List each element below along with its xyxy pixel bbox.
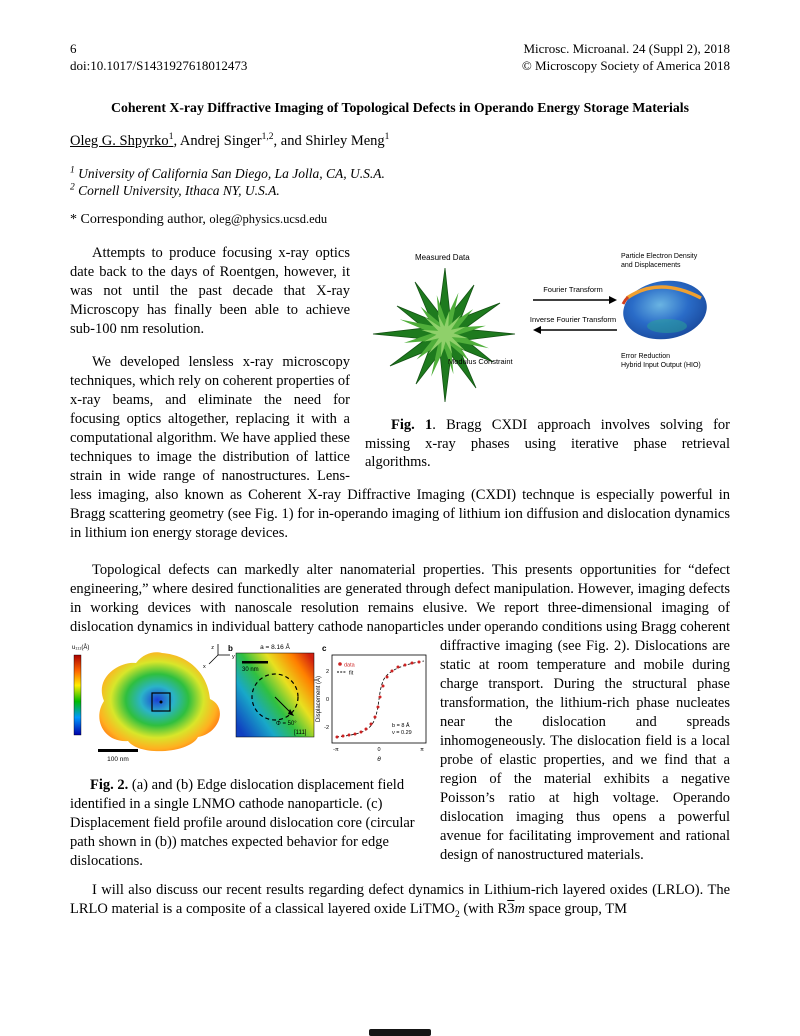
paragraph-3 bbox=[70, 561, 730, 869]
fig2-lattice-label: a = 8.16 Å bbox=[260, 644, 290, 651]
author: Andrej Singer$^{1,2}$ bbox=[179, 132, 274, 149]
fig2-colorbar bbox=[74, 655, 81, 735]
paragraph-1: Attempts to produce focusing x-ray optics date back to the days of Roentgen, however, it was not until the past decade that X-ray Microscopy has finally been able to achieve sub-100 nm resolution. bbox=[70, 245, 350, 337]
figure-2-image bbox=[70, 641, 428, 767]
fig2-ytick: 0 bbox=[325, 697, 329, 703]
journal-reference: Microsc. Microanal. 24 (Suppl 2), 2018 bbox=[523, 41, 730, 56]
author: Shirley Meng$^1$ bbox=[305, 132, 390, 149]
fig2-legend-data: data bbox=[344, 662, 355, 669]
header-right bbox=[522, 40, 730, 74]
fig1-inverse-fourier-arrow bbox=[533, 326, 617, 334]
fig2-scalebar-a bbox=[98, 749, 138, 752]
doi: doi:10.1017/S1431927618012473 bbox=[70, 58, 248, 73]
fig1-starburst bbox=[373, 268, 515, 402]
fig2-plot-ylabel: Displacement (Å) bbox=[316, 675, 322, 723]
fig2-axis-x: x bbox=[203, 664, 206, 670]
bottom-bar bbox=[369, 1029, 431, 1036]
fig1-error-label-1: Error Reduction bbox=[621, 353, 671, 360]
figure-1-caption: Fig. 1. Bragg CXDI approach involves solving for missing x-ray phases using iterative phase retrieval algorithms. bbox=[365, 417, 730, 470]
fig2-core-dot bbox=[160, 701, 163, 704]
fig2-scalebar-b bbox=[242, 661, 268, 664]
author: Oleg G. Shpyrko$^1$ bbox=[70, 132, 174, 149]
fig2-legend-fit: fit bbox=[349, 670, 354, 677]
copyright-notice: © Microscopy Society of America 2018 bbox=[521, 58, 730, 73]
page-header bbox=[70, 40, 730, 74]
fig2-scalebar-b-label: 30 nm bbox=[242, 667, 259, 673]
fig2-ytick: 2 bbox=[325, 669, 329, 675]
article-body bbox=[70, 244, 730, 919]
fig2-panel-c-label: c bbox=[322, 644, 327, 653]
fig2-phi-label: Φ = 50° bbox=[276, 721, 297, 727]
fig2-burgers-annotation: b = 8 Å bbox=[392, 723, 410, 729]
paragraph-4: I will also discuss our recent results regarding defect dynamics in Lithium-rich layered oxides (LRLO). The LRLO material is a composite of a classical layered oxide LiTMO$_2$ (with R3m space group, TM bbox=[70, 882, 730, 920]
fig2-colorbar-label: u₁₁₁(Å) bbox=[72, 645, 90, 651]
paragraph-3-part-1: Topological defects can markedly alter nanomaterial properties. This presents opportunities for “defect engineering,” where desired functionalities are generated through defect manipulation. However, imaging defects in working devices with nanoscale resolution remains elusive. We report three-dimensional imaging of dislocation dynamics in individual battery cathode nanoparticles under operando conditions bbox=[70, 562, 730, 635]
affiliation: $^1$ University of California San Diego, La Jolla, CA, U.S.A. bbox=[70, 165, 385, 181]
fig1-inverse-fourier-label: Inverse Fourier Transform bbox=[529, 315, 617, 324]
fig2-plot-xlabel: θ bbox=[377, 756, 381, 763]
fig2-panel-b-field bbox=[236, 653, 314, 737]
paragraph-3-part-2: using Bragg coherent diffractive imaging (see Fig. 2). Dislocations are static at room temperature and mobile during charge transport. During the structural phase transformation, the lithium-rich phase nucleates near the dislocation and spreads inhomogeneously. The dislocation field is a local probe of elastic properties, and we find that a region of the material exhibits a negative Poisson’s ratio at high voltage. Operando dislocation imaging thus opens a powerful avenue for facilitating improvement and rational design of nanostructured materials. bbox=[440, 619, 730, 863]
fig1-error-label-2: Hybrid Input Output (HIO) bbox=[621, 362, 701, 369]
header-left bbox=[70, 40, 247, 74]
fig1-particle-blob bbox=[619, 275, 710, 344]
paragraph-2: We developed lensless x-ray microscopy techniques, which rely on coherent properties of x-ray beams, and eliminate the need for focusing optics altogether, replacing it with a computational algorithm. We have applied these techniques to image the distribution of lattice strain in wide range of nanostructures. Lens-less imaging, also known as Coherent X-ray Diffractive Imaging (CXDI) technque is especially powerful in Bragg scattering geometry (see Fig. 1) for in-operando imaging of lithium ion diffusion and dislocation dynamics in lithium ion energy storage devices. bbox=[70, 354, 730, 541]
fig1-fourier-arrow bbox=[533, 296, 617, 304]
figure-1-image bbox=[365, 246, 730, 408]
fig2-panel-b-label: b bbox=[228, 644, 233, 653]
fig1-measured-data-label: Measured Data bbox=[415, 253, 470, 262]
fig2-legend-data-marker bbox=[338, 662, 342, 666]
authors-line: Oleg G. Shpyrko$^1$, Andrej Singer$^{1,2}$, and Shirley Meng$^1$ bbox=[70, 132, 390, 149]
fig2-axis-y: y bbox=[232, 654, 235, 660]
fig1-particle-label-1: Particle Electron Density bbox=[621, 253, 698, 260]
fig1-fourier-label: Fourier Transform bbox=[543, 285, 603, 294]
fig1-modulus-constraint-label: Modulus Constraint bbox=[448, 357, 513, 366]
fig2-poisson-annotation: ν = 0.29 bbox=[392, 730, 412, 736]
email-link[interactable]: oleg@physics.ucsd.edu bbox=[209, 212, 328, 226]
fig2-ytick: -2 bbox=[324, 725, 329, 731]
fig2-xtick: 0 bbox=[377, 747, 381, 753]
fig2-xtick: π bbox=[420, 747, 424, 753]
affiliations bbox=[70, 165, 730, 199]
corresponding-author: * Corresponding author, oleg@physics.ucsd.edu bbox=[70, 212, 328, 227]
figure-2-caption: Fig. 2. (a) and (b) Edge dislocation displacement field identified in a single LNMO cathode nanoparticle. (c) Displacement field profile around dislocation core (circular path shown in (b)) matches expected behavior for edge dislocations. bbox=[70, 777, 415, 869]
affiliation: $^2$ Cornell University, Ithaca NY, U.S.A. bbox=[70, 182, 280, 198]
paper-title: Coherent X-ray Diffractive Imaging of Topological Defects in Operando Energy Storage Materials bbox=[111, 100, 689, 115]
figure-2 bbox=[70, 641, 428, 871]
fig2-direction-label: [111] bbox=[294, 730, 307, 736]
figure-1 bbox=[365, 246, 730, 472]
fig2-axis-z: z bbox=[211, 645, 214, 651]
fig2-xtick: -π bbox=[333, 747, 339, 753]
fig1-particle-label-2: and Displacements bbox=[621, 262, 681, 269]
fig2-scalebar-a-label: 100 nm bbox=[107, 756, 129, 763]
page-number: 6 bbox=[70, 41, 77, 56]
